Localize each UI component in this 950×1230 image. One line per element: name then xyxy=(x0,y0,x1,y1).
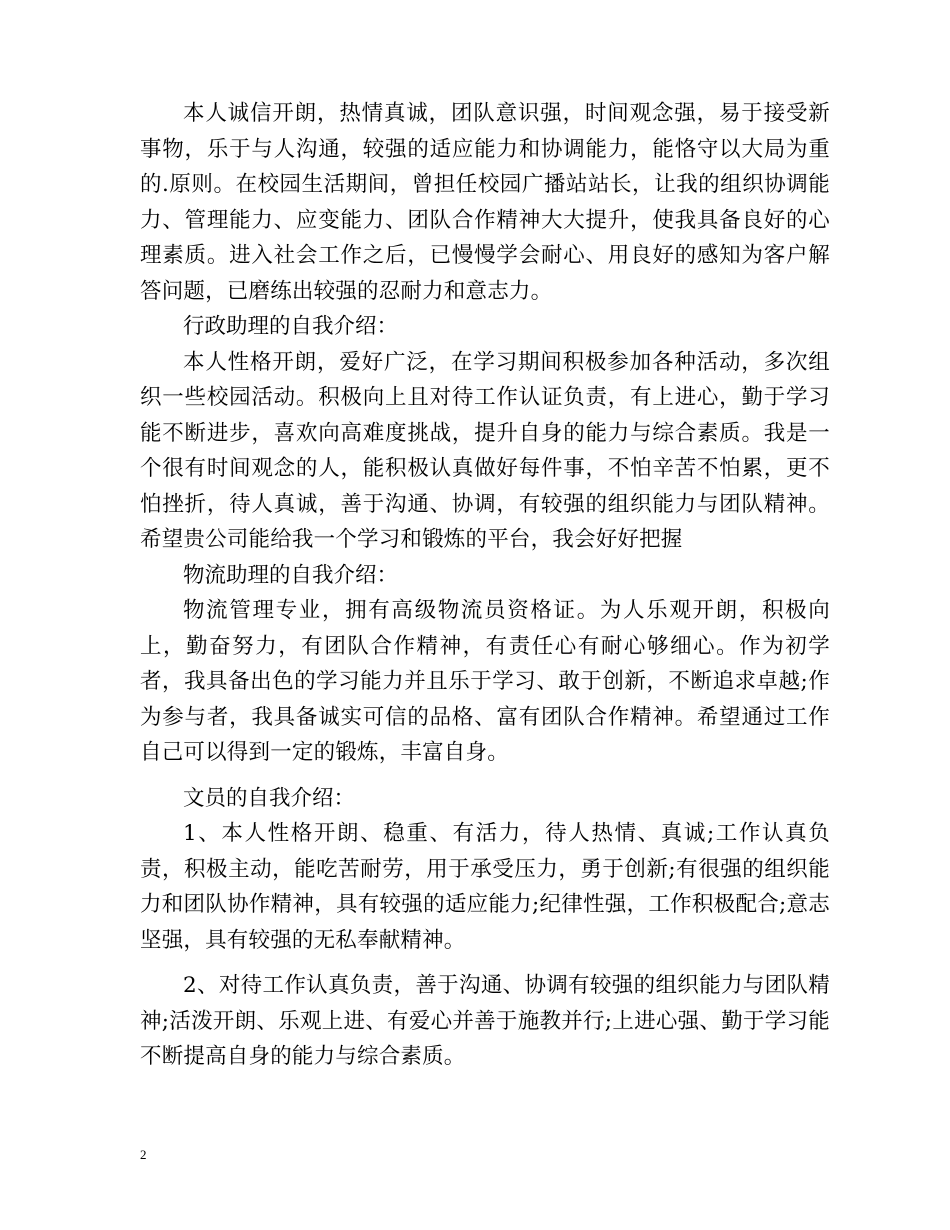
page-number: 2 xyxy=(140,1147,147,1162)
admin-assistant-paragraph: 本人性格开朗，爱好广泛，在学习期间积极参加各种活动，多次组织一些校园活动。积极向上且对待工作认证负责，有上进心，勤于学习能不断进步，喜欢向高难度挑战，提升自身的能力与综合素质。我是一个很有时间观念的人，能积极认真做好每件事，不怕辛苦不怕累，更不怕挫折，待人真诚，善于沟通、协调，有较强的组织能力与团队精神。希望贵公司能给我一个学习和锻炼的平台，我会好好把握 xyxy=(140,349,830,552)
clerk-paragraph-1: 1、本人性格开朗、稳重、有活力，待人热情、真诚;工作认真负责，积极主动，能吃苦耐劳，用于承受压力，勇于创新;有很强的组织能力和团队协作精神，具有较强的适应能力;纪律性强，工作积极配合;意志坚强，具有较强的无私奉献精神。 xyxy=(140,821,830,953)
intro-paragraph: 本人诚信开朗，热情真诚，团队意识强，时间观念强，易于接受新事物，乐于与人沟通，较强的适应能力和协调能力，能恪守以大局为重的.原则。在校园生活期间，曾担任校园广播站站长，让我的组织协调能力、管理能力、应变能力、团队合作精神大大提升，使我具备良好的心理素质。进入社会工作之后，已慢慢学会耐心、用良好的感知为客户解答问题，已磨练出较强的忍耐力和意志力。 xyxy=(140,101,830,304)
admin-assistant-heading: 行政助理的自我介绍： xyxy=(183,314,399,339)
document-body xyxy=(140,96,830,1075)
paragraph-gap xyxy=(140,771,830,781)
paragraph-gap xyxy=(140,958,830,968)
logistics-assistant-heading: 物流助理的自我介绍： xyxy=(183,562,399,588)
clerk-heading: 文员的自我介绍： xyxy=(183,785,356,811)
logistics-assistant-paragraph: 物流管理专业，拥有高级物流员资格证。为人乐观开朗，积极向上，勤奋努力，有团队合作精神，有责任心有耐心够细心。作为初学者，我具备出色的学习能力并且乐于学习、敢于创新，不断追求卓越;作为参与者，我具备诚实可信的品格、富有团队合作精神。希望通过工作自己可以得到一定的锻炼，丰富自身。 xyxy=(140,598,830,765)
clerk-paragraph-2: 2、对待工作认真负责，善于沟通、协调有较强的组织能力与团队精神;活泼开朗、乐观上进、有爱心并善于施教并行;上进心强、勤于学习能不断提高自身的能力与综合素质。 xyxy=(140,973,830,1069)
